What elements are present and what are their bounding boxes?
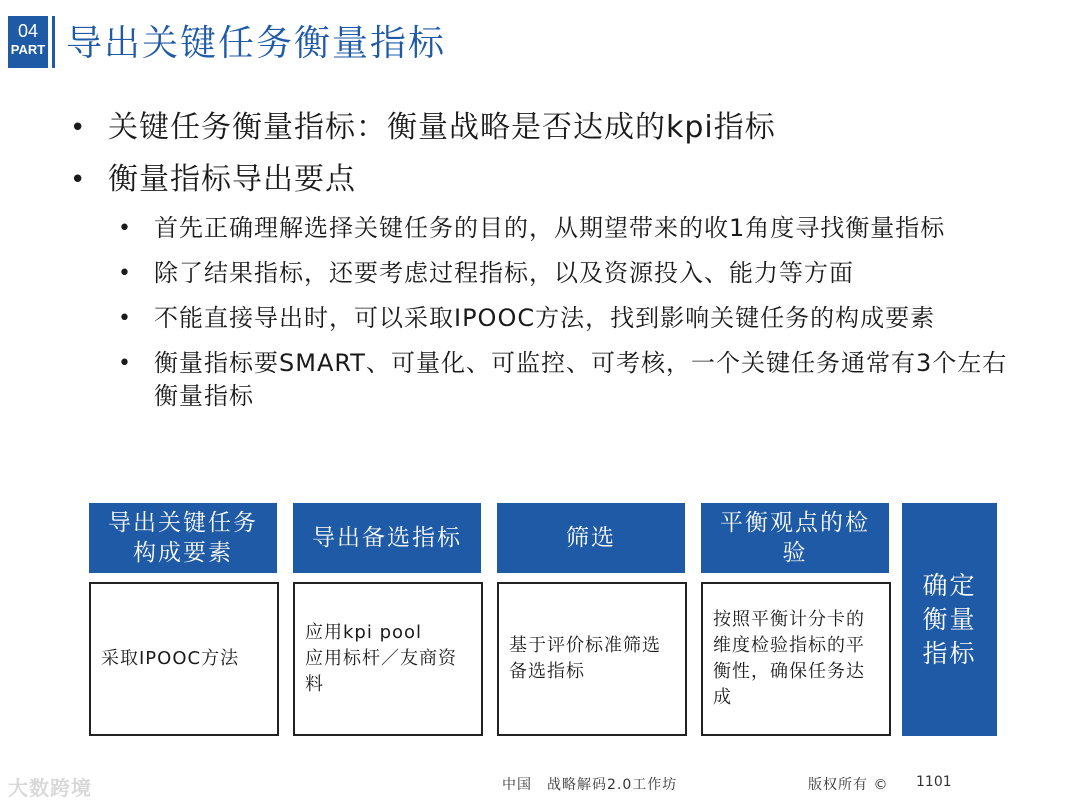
sub-bullet-item: • 不能直接导出时，可以采取IPOOC方法，找到影响关键任务的构成要素 bbox=[118, 302, 1014, 335]
step-body: 按照平衡计分卡的维度检验指标的平衡性，确保任务达成 bbox=[701, 582, 891, 736]
part-number: 04 bbox=[17, 21, 39, 41]
footer-left: 中国 战略解码2.0工作坊 bbox=[502, 777, 678, 793]
page-number: 1101 bbox=[916, 774, 952, 790]
part-label: PART bbox=[10, 42, 46, 57]
bullet-list bbox=[70, 108, 1050, 425]
sub-bullet-item: • 首先正确理解选择关键任务的目的，从期望带来的收1角度寻找衡量指标 bbox=[118, 212, 1014, 245]
bullet-item: • 衡量指标导出要点 bbox=[70, 160, 1050, 200]
step-header: 导出关键任务构成要素 bbox=[89, 503, 277, 573]
part-badge bbox=[8, 16, 48, 68]
step-header: 导出备选指标 bbox=[293, 503, 481, 573]
step-body: 应用kpi pool 应用标杆／友商资料 bbox=[293, 582, 483, 736]
page-title: 导出关键任务衡量指标 bbox=[66, 23, 447, 64]
sub-bullet-item: • 除了结果指标，还要考虑过程指标，以及资源投入、能力等方面 bbox=[118, 257, 1014, 290]
footer-copyright: 版权所有 © bbox=[808, 777, 889, 793]
title-accent-bar bbox=[52, 16, 55, 68]
bullet-item: • 关键任务衡量指标：衡量战略是否达成的kpi指标 bbox=[70, 108, 1050, 148]
watermark: 大数跨境 bbox=[8, 776, 92, 800]
step-header: 平衡观点的检验 bbox=[701, 503, 889, 573]
step-header: 筛选 bbox=[497, 503, 685, 573]
final-step: 确定衡量指标 bbox=[902, 503, 997, 736]
step-body: 基于评价标准筛选备选指标 bbox=[497, 582, 687, 736]
step-body: 采取IPOOC方法 bbox=[89, 582, 279, 736]
sub-bullet-item: • 衡量指标要SMART、可量化、可监控、可考核，一个关键任务通常有3个左右衡量指标 bbox=[118, 347, 1014, 413]
